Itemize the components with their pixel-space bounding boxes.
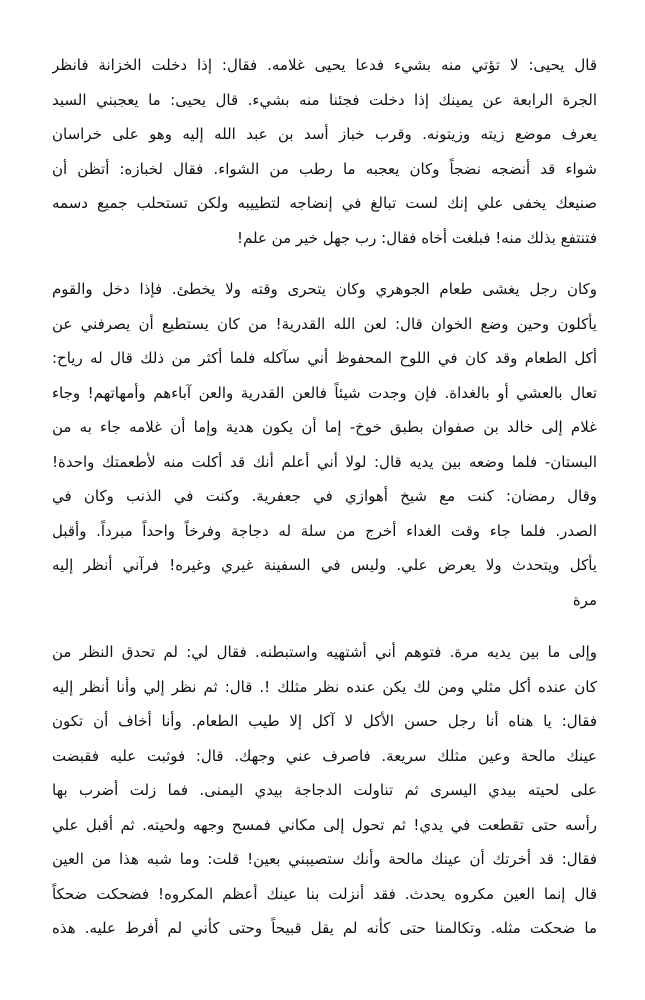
text-line: غلام إلى خالد بن صفوان بطبق خوخ- إما أن يكون هدية وإما أن غلامه جاء به من [52,418,597,436]
paragraph-spacer [52,255,597,272]
document-page [52,48,597,946]
text-line: فقال: يا هناه أنا رجل حسن الأكل لا آكل إلا طيب الطعام. وأنا أخاف أن تكون [52,712,597,730]
text-line: أكل الطعام وقد كان في اللوح المحفوظ أني سآكله فلما أكثر من ذلك قال له رياح: [52,349,597,367]
paragraph-1 [52,48,597,255]
text-line: يعرف موضع زيته وزيتونه. وقرب خباز أسد بن عبد الله إليه وهو على خراسان [52,125,597,143]
text-line: وكان رجل يغشى طعام الجوهري وكان يتحرى وقته ولا يخطئ. فإذا دخل والقوم [52,280,597,298]
text-line: فقال: قد أخرتك أن عينك مالحة وأنك ستصيبني بعين! قلت: وما شبه هذا من العين [52,850,597,868]
text-line: تعال بالعشي أو بالغداة. فإن وجدت شيئاً فالعن القدرية والعن آباءهم وأمهاتهم! وجاء [52,383,597,402]
text-line: الصدر. فلما جاء وقت الغداء أخرج من سلة له دجاجة وفرخاً واحداً مبرداً. وأقبل [52,521,597,540]
text-line: صنيعك يخفى علي إنك لست تبالغ في إنضاجه لتطييبه ولكن تستحلب جميع دسمه [52,194,597,212]
text-line: ما ضحكت مثله. وتكالمنا حتى كأنه لم يقل قبيحاً وحتى كأني لم أفرط عليه. هذه [52,919,597,937]
paragraph-3 [52,635,597,946]
text-line: قال إنما العين مكروه يحدث. فقد أنزلت بنا عينك أعظم المكروه! فضحكت ضحكاً [52,884,597,903]
text-line: يأكل ويتحدث ولا يعرض علي. وليس في السفينة غيري وغيره! فرآني أنظر إليه [52,556,597,574]
text-line: قال يحيى: لا تؤتي منه بشيء فدعا يحيى غلامه. فقال: إذا دخلت الخزانة فانظر [52,56,597,74]
paragraph-2 [52,272,597,617]
text-line: وقال رمضان: كنت مع شيخ أهوازي في جعفرية. وكنت في الذنب وكان في [52,487,597,505]
text-line: يأكلون وحين وضع الخوان قال: لعن الله القدرية! من كان يستطيع أن يصرفني عن [52,314,597,333]
text-line: فتنتفع بذلك منه! فبلغت أخاه فقال: رب جهل خير من علم! [236,228,597,247]
text-line: البستان- فلما وضعه بين يديه قال: لولا أني أعلم أنك قد أكلت منه لأطعمتك واحدة! [52,452,597,471]
text-line: رأسه حتى تقطعت في يدي! ثم تحول إلى مكاني فمسح وجهه ولحيته. ثم أقبل علي [52,815,597,834]
text-line: عينك مالحة وعين مثلك سريعة. فاصرف عني وجهك. قال: فوثبت عليه فقبضت [52,746,597,765]
text-line: شواء قد أنضجه نضجاً وكان يعجبه ما رطب من الشواء. فقال لخبازه: أتظن أن [52,159,597,178]
text-line: على لحيته بيدي اليسرى ثم تناولت الدجاجة بيدي اليمنى. فما زلت أضرب بها [52,781,597,799]
text-line: الجرة الرابعة عن يمينك إذا دخلت فجئنا منه بشيء. قال يحيى: ما يعجبني السيد [52,90,597,109]
text-line: مرة [572,590,597,609]
text-line: كان عنده أكل مثلي ومن لك يكن عنده نظر مثلك !. قال: ثم نظر إلي وأنا أنظر إليه [52,677,597,696]
text-line: وإلى ما بين يديه مرة. فتوهم أني أشتهيه واستبطنه. فقال لي: لم تحدق النظر من [52,643,597,661]
paragraph-spacer [52,617,597,635]
